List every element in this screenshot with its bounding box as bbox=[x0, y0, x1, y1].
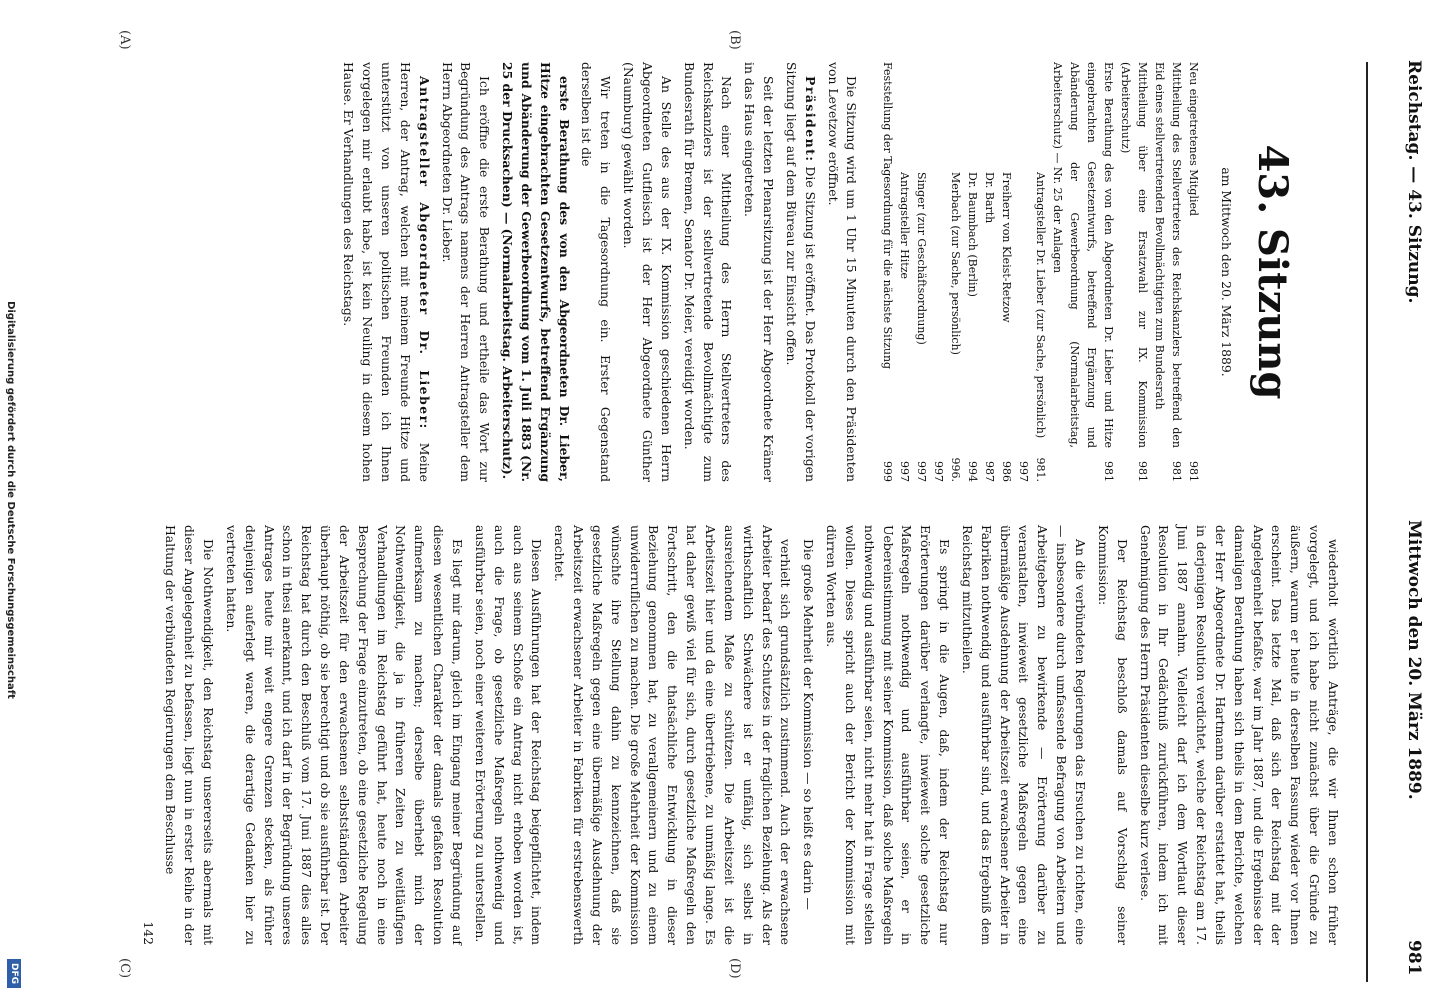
paragraph-text: Diesen Ausführungen hat der Reichstag beigepflichtet, indem auch aus seinem Schoße ein Antrag nicht erhoben worden ist, auch die Frage, ob gesetzliche Maßregeln nothwendig und ausführbar seien, noch einer weiteren Erörterung zu unterstellen. bbox=[472, 525, 545, 945]
toc-entry-text: Mittheilung des Stellvertreters des Reichskanzlers betreffend den Eid eines stellvertretenden Bevollmächtigten zum Bundesrath bbox=[1153, 62, 1184, 448]
margin-mark-b: (B) bbox=[727, 30, 742, 50]
paragraph bbox=[161, 525, 218, 945]
paragraph bbox=[823, 62, 861, 482]
right-column bbox=[134, 525, 1342, 945]
toc-entry-text: Dr. Barth bbox=[982, 172, 996, 224]
paragraph-text: Ich eröffne die erste Berathung und ertheile das Wort zur Begründung des Antrags namens der Herren Antragsteller dem Herrn Abgeordneten Dr. Lieber. bbox=[439, 62, 493, 482]
speaker-label: Antragsteller Abgeordneter Dr. Lieber: bbox=[416, 76, 432, 430]
paragraph bbox=[957, 525, 1089, 945]
toc-entry-text: Freiherr von Kleist-Retzow bbox=[999, 172, 1013, 323]
paragraph-text: Es springt in die Augen, daß, indem der Reichstag nur Erörterungen darüber verlangte, inwieweit solche gesetzliche Maßregeln nothwendig und ausführbar seien, er in Uebereinstimmung mit seiner Kommission, daß solche Maßregeln nothwendig und ausführbar seien, nicht mehr hat in Frage stellen wollen. Dieses spricht auch der Bericht der Kommission mit dürren Worten aus. bbox=[824, 525, 953, 945]
paragraph bbox=[1135, 525, 1342, 945]
paragraph-text: verhielt sich grundsätzlich zustimmend. Auch der erwachsene Arbeiter bedarf des Schutzes in der fraglichen Beziehung. Als der wirthschaftlich Schwächere ist er unfähig, sich selbst in ausreichendem Maße zu schützen. Die Arbeitszeit ist die Arbeitszeit hier und da eine übertriebene, zu unmäßig lange. Es hat daher gewiß viel für sich, durch gesetzliche Maßregeln den Fortschritt, den die thatsächliche Entwicklung in dieser Beziehung genommen hat, zu verallgemeinern und zu einem unwiderruflichen zu machen. Die große Mehrheit der Kommission wünschte ihre Stellung dahin zu kennzeichnen, daß sie gesetzliche Maßregeln gegen eine übermäßige Ausdehnung der Arbeitszeit erwachsener Arbeiter in Fabriken für erstrebenswerth erachtet. bbox=[552, 525, 794, 945]
toc-entry bbox=[896, 62, 913, 482]
paragraph-text: Die Nothwendigkeit, den Reichstag unsererseits abermals mit dieser Angelegenheit zu befassen, liegt nun in erster Reihe in der Haltung der verbündeten Regierungen dem Beschlusse bbox=[163, 525, 217, 945]
toc-entry bbox=[981, 62, 998, 482]
toc-entry-page: 981. 997 bbox=[1016, 457, 1047, 482]
left-column bbox=[335, 62, 1342, 482]
paragraph-text: An die verbündeten Regierungen das Ersuchen zu richten, eine — insbesondere durch umfassende Befragung von Arbeitern und Arbeitgebern zu bewirkende — Erörterung darüber zu veranstalten, inwieweit gesetzliche Maßregeln gegen eine übermäßige Ausdehnung der Arbeitszeit erwachsener Arbeiter in Fabriken nothwendig und ausführbar sind, und das Ergebniß dem Reichstag mitzutheilen. bbox=[959, 525, 1089, 945]
toc-entry-page: 981 bbox=[1136, 461, 1150, 482]
paragraph-text: An Stelle des aus der IX. Kommission geschiedenen Herrn Abgeordneten Gutfleisch ist der Herr Abgeordnete Günther (Naumburg) gewählt worden. bbox=[621, 62, 674, 482]
paragraph-text: Seit der letzten Plenarsitzung ist der Herr Abgeordnete Krämer in das Haus eingetreten. bbox=[742, 62, 777, 482]
paragraph-text: Wir treten in die Tagesordnung ein. Erster Gegenstand derselben ist die bbox=[579, 62, 614, 482]
table-of-contents bbox=[878, 62, 1202, 482]
paragraph bbox=[339, 62, 433, 482]
toc-entry bbox=[964, 62, 981, 482]
paragraph bbox=[497, 62, 572, 482]
paragraph-text: Der Reichstag beschloß damals auf Vorschlag seiner Kommission: bbox=[1095, 525, 1130, 945]
paragraph-text: Nach einer Mittheilung des Herrn Stellvertreters des Reichskanzlers ist der stellvertretende Bevollmächtigte zum Bundesrath für Bremen, Senator Dr. Meier, vereidigt worden. bbox=[681, 62, 735, 482]
toc-entry-page: 997 bbox=[914, 461, 928, 482]
paragraph bbox=[221, 525, 466, 945]
toc-entry-text: Mittheilung über eine Ersatzwahl zur IX. Kommission (Arbeiterschutz) bbox=[1119, 62, 1150, 448]
paragraph-text: erste Berathung des von den Abgeordneten Dr. Lieber, Hitze eingebrachten Gesetzentwurfs, betreffend Ergänzung und Abänderung der Gewerbeordnung vom 1. Juli 1883 (Nr. 25 der Drucksachen) — (Normalarbeitstag. Arbeiterschutz). bbox=[500, 62, 572, 482]
paragraph bbox=[549, 525, 794, 945]
toc-entry bbox=[1151, 62, 1185, 482]
right-body bbox=[161, 525, 1342, 945]
paragraph-text: Die Sitzung wird um 1 Uhr 15 Minuten durch den Präsidenten von Levetzow eröffnet. bbox=[825, 62, 860, 482]
toc-entry-page: 987 bbox=[982, 461, 996, 482]
toc-entry bbox=[930, 62, 964, 482]
toc-entry-page: 997 bbox=[897, 461, 911, 482]
toc-entry bbox=[1049, 62, 1117, 482]
toc-entry-text: Antragsteller Dr. Lieber (zur Sache, persönlich) bbox=[1033, 172, 1047, 439]
margin-mark-d: (D) bbox=[727, 958, 742, 979]
speaker-label: Präsident: bbox=[802, 76, 818, 163]
session-date: am Mittwoch den 20. März 1889. bbox=[1219, 167, 1235, 377]
toc-entry bbox=[1015, 62, 1049, 482]
toc-entry bbox=[998, 62, 1015, 482]
session-title: 43. Sitzung bbox=[1249, 144, 1296, 400]
toc-entry bbox=[913, 62, 930, 482]
toc-entry-text: Dr. Baumbach (Berlin) bbox=[965, 172, 979, 297]
paragraph-text: Es liegt mir darum, gleich im Eingang meiner Begründung auf diesen wesentlichen Charakter der damals gefaßten Resolution aufmerksam zu machen; derselbe überhebt mich der Nothwendigkeit, die ja in früheren Zeiten zu weitläufigen Verhandlungen im Reichstag geführt hat, heute noch in eine Besprechung der Frage einzutreten, ob eine gesetzliche Regelung der Arbeitszeit für den erwachsenen selbstständigen Arbeiter überhaupt nöthig, ob sie berechtigt und ob sie ausführbar ist. Der Reichstag hat durch den Beschluß vom 17. Juni 1887 dies alles schon in thesi anerkannt, und ich darf in der Begründung unseres Antrages heute mir weit engere Grenzen stecken, als früher denjenigen auferlegt waren, die derartige Gedanken hier zu vertreten hatten. bbox=[223, 525, 466, 945]
paragraph bbox=[618, 62, 675, 482]
paragraph bbox=[577, 62, 615, 482]
paragraph bbox=[821, 525, 953, 945]
margin-mark-a: (A) bbox=[117, 30, 132, 50]
toc-entry bbox=[1117, 62, 1151, 482]
header-center: Mittwoch den 20. März 1889. bbox=[1404, 520, 1424, 800]
paragraph bbox=[798, 525, 817, 945]
paragraph bbox=[470, 525, 545, 945]
toc-entry-text: Neu eingetretenes Mitglied bbox=[1187, 62, 1201, 217]
paragraph-text: Meine Herren, der Antrag, welchen mit meinem Freunde Hitze und unterstützt von unseren politischen Freunden ich Ihnen vorgelegen mir erlaubt habe, ist kein Neuling in diesem hohen Hause. Er Verhandlungen des Reichstags. bbox=[341, 62, 432, 482]
page-signature: 142 bbox=[140, 921, 156, 945]
toc-entry-page: 996. 997 bbox=[931, 457, 962, 482]
toc-entry-page: 981 bbox=[1102, 461, 1116, 482]
toc-entry-text: Antragsteller Hitze bbox=[897, 172, 911, 280]
paragraph bbox=[739, 62, 777, 482]
paragraph-text: wiederholt wörtlich Anträge, die wir Ihnen schon früher vorgelegt, und ich habe nicht zunächst über die Gründe zu äußern, warum er heute in derselben Fassung wieder vor Ihnen erscheint. Das letzte Mal, daß sich der Reichstag mit der Angelegenheit befaßte, war im Jahr 1887, und die Ergebnisse der damaligen Berathung haben sich theils in dem Berichte, welchen der Herr Abgeordnete Dr. Hartmann darüber erstattet hat, theils in derjenigen Resolution verdichtet, welche der Reichstag am 17. Juni 1887 annahm. Vielleicht darf ich dem Wortlaut dieser Resolution in Ihr Gedächtniß zurückführen, indem ich mit Genehmigung des Herrn Präsidenten dieselbe kurz verlese. bbox=[1137, 525, 1341, 945]
toc-entry-page: 999 bbox=[880, 461, 894, 482]
margin-mark-c: (C) bbox=[117, 958, 132, 979]
paragraph bbox=[679, 62, 736, 482]
paragraph bbox=[437, 62, 494, 482]
toc-entry-text: Merbach (zur Sache, persönlich) bbox=[948, 172, 962, 355]
toc-entry-text: Erste Berathung des von den Abgeordneten Dr. Lieber und Hitze eingebrachten Gesetzentwurfs, betreffend Ergänzung und Abänderung der Gewerbeordnung (Normalarbeitstag, Arbeiterschutz) — Nr. 25 der Anlagen bbox=[1050, 62, 1116, 448]
toc-entry-page: 981 bbox=[1187, 461, 1201, 482]
paragraph-text: Die Sitzung ist eröffnet. Das Protokoll der vorigen Sitzung liegt auf dem Büreau zur Einsicht offen. bbox=[783, 62, 818, 482]
toc-entry-page: 986 bbox=[999, 461, 1013, 482]
toc-entry-page: 994 bbox=[965, 461, 979, 482]
toc-entry bbox=[1185, 62, 1202, 482]
toc-entry bbox=[878, 62, 895, 482]
toc-entry-text: Singer (zur Geschäftsordnung) bbox=[914, 172, 928, 345]
paragraph bbox=[1093, 525, 1131, 945]
header-left: Reichstag. — 43. Sitzung. bbox=[1404, 60, 1424, 304]
toc-entry-page: 981 bbox=[1170, 461, 1184, 482]
digitization-credit: Digitalisierung gefördert durch die Deutsche Forschungsgemeinschaft bbox=[5, 301, 17, 699]
toc-entry-text: Feststellung der Tagesordnung für die nächste Sitzung bbox=[880, 62, 894, 370]
dfg-badge: DFG bbox=[7, 959, 21, 988]
left-body bbox=[339, 62, 861, 482]
paragraph bbox=[781, 62, 819, 482]
page-number: 981 bbox=[1404, 940, 1424, 976]
header-rule bbox=[1366, 62, 1368, 982]
paragraph-text: Die große Mehrheit der Kommission — so heißt es darin — bbox=[801, 539, 817, 910]
